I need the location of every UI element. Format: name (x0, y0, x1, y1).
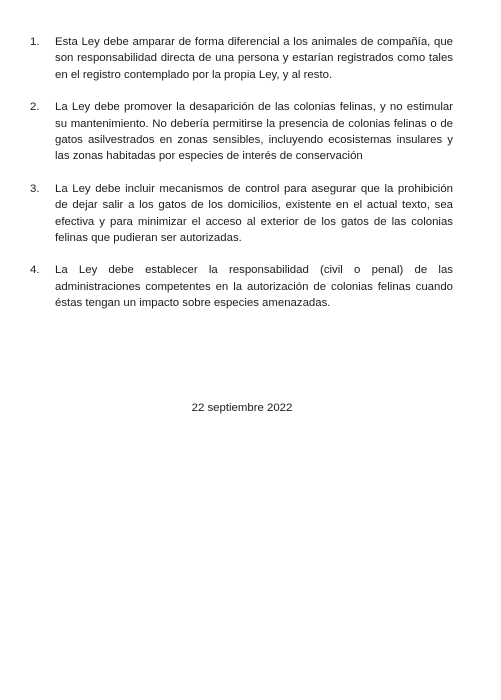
list-item-number: 1. (30, 36, 40, 48)
list-item (30, 34, 453, 83)
list-item-number: 4. (30, 264, 40, 277)
list-item (30, 262, 453, 311)
list-item-text: Esta Ley debe amparar de forma diferencial a los animales de compañía, que son responsabilidad directa de una persona y estarían registrados como tales en el registro contemplado por la propia Ley, y al resto. (55, 36, 453, 81)
numbered-list (30, 34, 453, 328)
list-item (30, 99, 453, 165)
list-item (30, 181, 453, 247)
document-date: 22 septiembre 2022 (191, 402, 293, 414)
list-item-text: La Ley debe incluir mecanismos de control para asegurar que la prohibición de dejar salir a los gatos de los domicilios, existente en el actual texto, sea efectiva y para minimizar el acceso al exterior de los gatos de las colonias felinas que pudieran ser autorizadas. (55, 182, 453, 245)
list-item-text: La Ley debe promover la desaparición de las colonias felinas, y no estimular su mantenimiento. No debería permitirse la presencia de colonias felinas o de gatos asilvestrados en zonas sensibles, incluyendo ecosistemas insulares y las zonas habitadas por especies de interés de conservación (55, 101, 453, 163)
list-item-number: 3. (30, 182, 40, 195)
list-item-text: La Ley debe establecer la responsabilidad (civil o penal) de las administraciones competentes en la autorización de colonias felinas cuando éstas tengan un impacto sobre especies amenazadas. (55, 264, 453, 310)
list-item-number: 2. (30, 101, 40, 114)
